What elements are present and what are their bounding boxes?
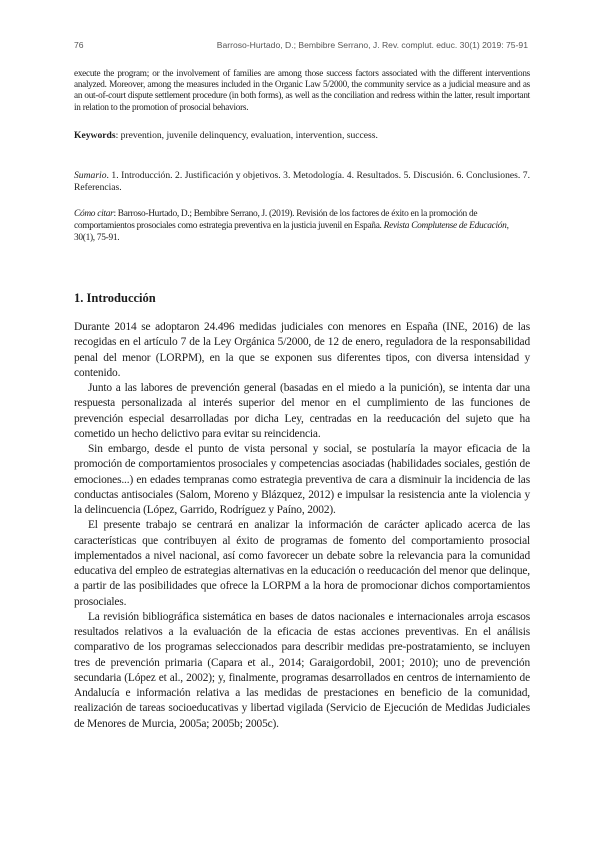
summary-label: Sumario — [74, 170, 107, 181]
paragraph: Junto a las labores de prevención general (basadas en el miedo a la punición), se intenta dar una respuesta personalizada al interés superior del menor en el cumplimiento de las funciones de prevención especial desarrolladas por dicha Ley, centradas en la reeducación del sujeto que ha cometido un hecho delictivo para evitar su reincidencia. — [74, 382, 530, 440]
summary-text: . 1. Introducción. 2. Justificación y objetivos. 3. Metodología. 4. Resultados. 5. Discusión. 6. Conclusiones. 7. Referencias. — [74, 170, 530, 194]
abstract-tail: execute the program; or the involvement of families are among those success factors associated with the different interventions analyzed. Moreover, among the measures included in the Organic Law 5/2000, the community service as a judicial measure and as an out-of-court dispute settlement procedure (in both forms), as well as the conciliation and redress within the latter, result important in relation to the promotion of prosocial behaviors. — [74, 68, 530, 112]
page-number: 76 — [74, 40, 84, 50]
body-text — [74, 320, 530, 732]
summary — [74, 170, 530, 195]
keywords — [74, 130, 530, 142]
paragraph: El presente trabajo se centrará en analizar la información de carácter aplicado acerca de las características que contribuyen al éxito de programas de fomento del comportamiento prosocial implementados a nivel nacional, así como favorecer un debate sobre la relevancia para la comunidad educativa del empleo de estrategias alternativas en la educación o reeducación del menor que delinque, a partir de las posibilidades que ofrece la LORPM a la hora de promocionar dichos comportamientos prosociales. — [74, 519, 530, 608]
keywords-label: Keywords — [74, 130, 116, 141]
paragraph: Durante 2014 se adoptaron 24.496 medidas judiciales con menores en España (INE, 2016) de las recogidas en el artículo 7 de la Ley Orgánica 5/2000, de 12 de enero, reguladora de la responsabilidad penal del menor (LORPM), en la que se exponen sus diferentes tipos, con diversa intensidad y contenido. — [74, 321, 530, 379]
keywords-text: : prevention, juvenile delinquency, evaluation, intervention, success. — [115, 130, 378, 141]
cite-label: Cómo citar — [74, 209, 114, 219]
cite-journal: Revista Complutense de Educación — [383, 221, 507, 231]
paragraph: Sin embargo, desde el punto de vista personal y social, se postularía la mayor eficacia de la promoción de comportamientos prosociales y competencias asociadas (habilidades sociales, gestión de emociones...) en edades tempranas como estrategia preventiva de cara a disminuir la incidencia de las conductas antisociales (Salom, Moreno y Blázquez, 2012) e impulsar la resistencia ante la violencia y la delincuencia (López, Garrido, Rodríguez y Paíno, 2002). — [74, 443, 530, 516]
cite-volume: , 30(1), 75-91. — [74, 221, 509, 243]
how-to-cite — [74, 208, 530, 244]
running-head: Barroso-Hurtado, D.; Bembibre Serrano, J. Rev. complut. educ. 30(1) 2019: 75-91 — [216, 40, 528, 50]
cite-text: : Barroso-Hurtado, D.; Bembibre Serrano, J. (2019). Revisión de los factores de éxito en la promoción de comportamientos prosociales como estrategia preventiva en la justicia juvenil en España. — [74, 209, 478, 231]
running-header — [74, 40, 528, 54]
section-heading: 1. Introducción — [74, 291, 156, 305]
paragraph: La revisión bibliográfica sistemática en bases de datos nacionales e internacionales arroja escasos resultados relativos a la evaluación de la eficacia de estas acciones preventivas. En el análisis comparativo de los programas seleccionados para describir medidas pre-postratamiento, se incluyen tres de prevención primaria (Capara et al., 2014; Garaigordobil, 2001; 2010); uno de prevención secundaria (López et al., 2002); y, finalmente, programas desarrollados en centros de internamiento de Andalucía e información relativa a las medidas de prestaciones en beneficio de la comunidad, realización de tareas socioeducativas y libertad vigilada (Servicio de Ejecución de Medidas Judiciales de Menores de Murcia, 2005a; 2005b; 2005c). — [74, 610, 530, 730]
